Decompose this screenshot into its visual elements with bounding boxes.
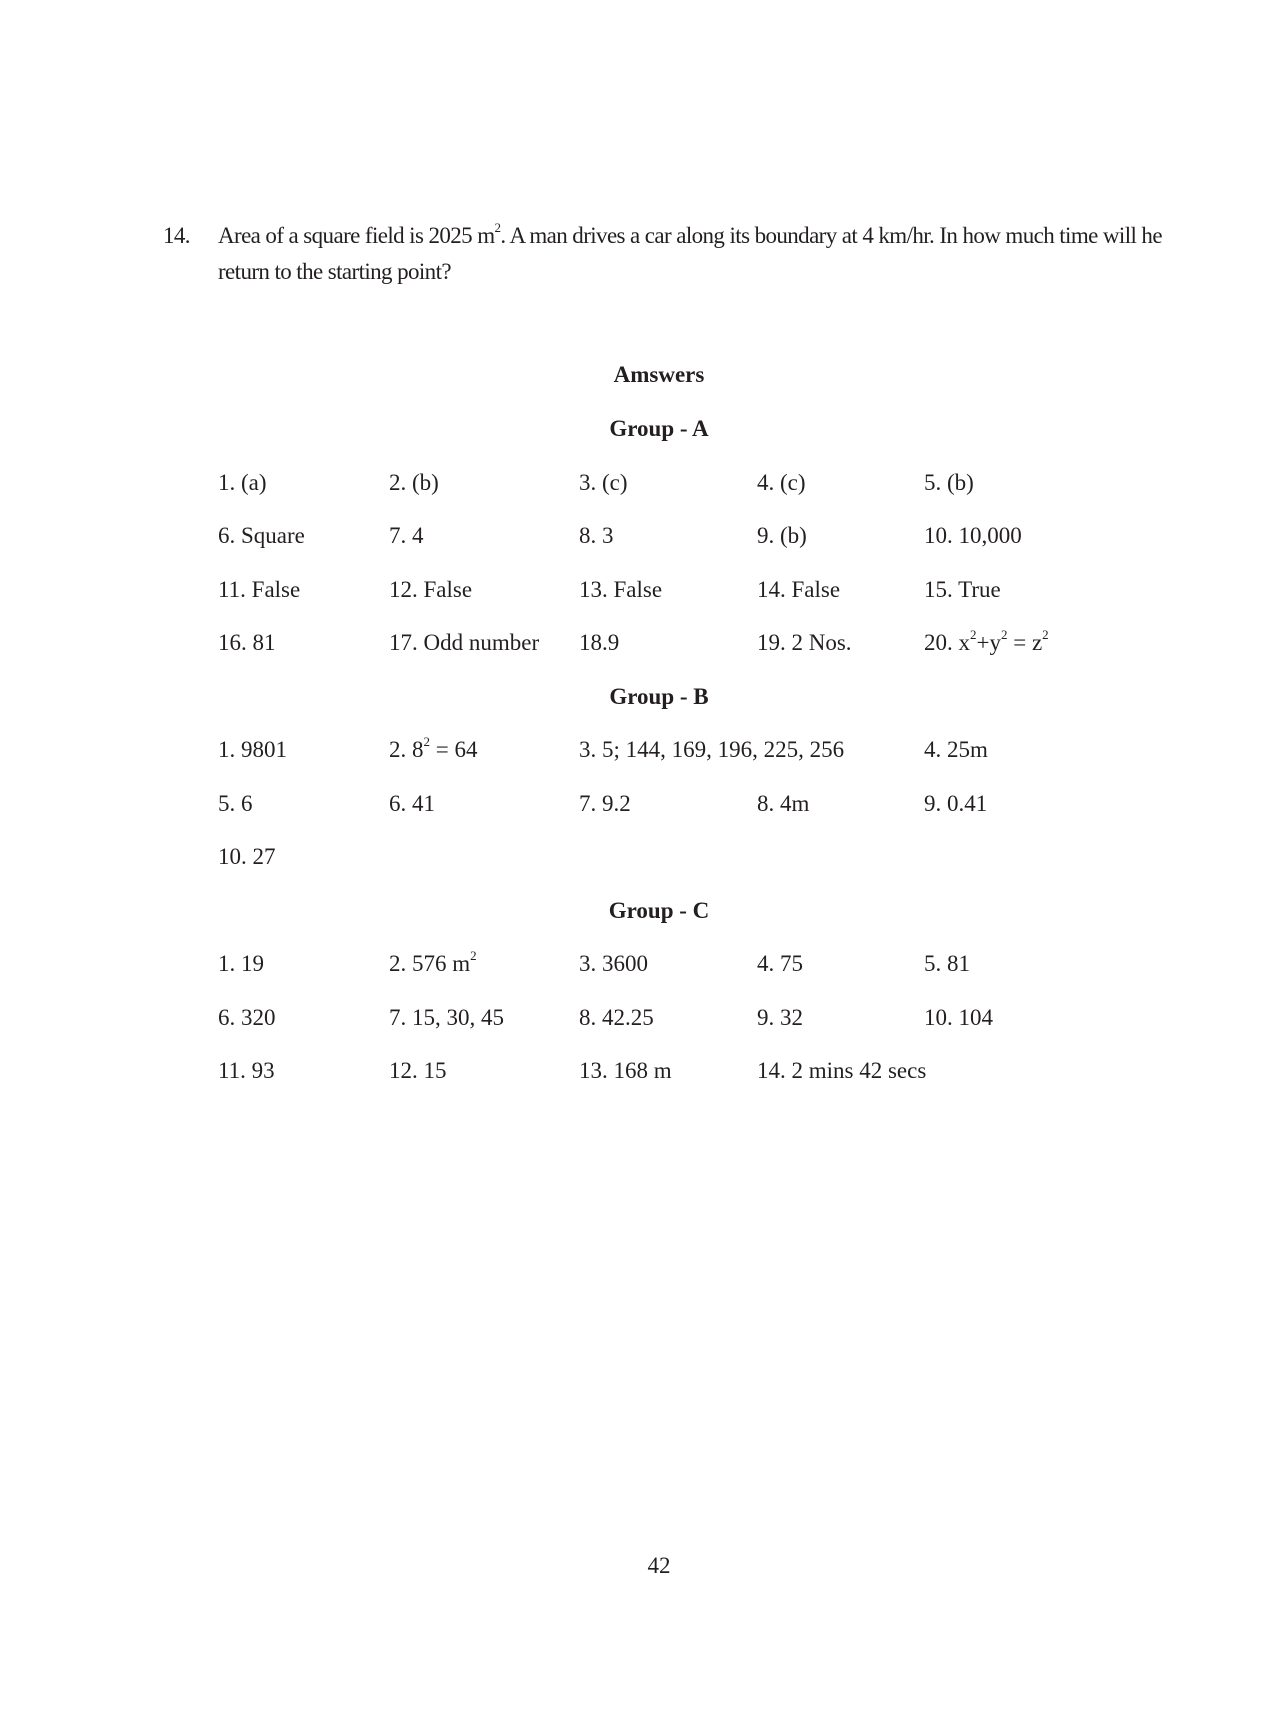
group-a-answer: 16. 81: [218, 630, 276, 655]
group-c-answer: 11. 93: [218, 1058, 275, 1083]
group-c-answer: 4. 75: [757, 951, 803, 976]
question-text-part1: Area of a square field is 2025 m: [218, 223, 495, 248]
group-b-answer: 5. 6: [218, 791, 253, 816]
group-a-answer: 10. 10,000: [924, 523, 1022, 548]
question-number: 14.: [163, 223, 190, 248]
group-b-answer: 8. 4m: [757, 791, 810, 816]
group-c-answer: 10. 104: [924, 1005, 993, 1030]
group-c-answer: 9. 32: [757, 1005, 803, 1030]
question-text-part2: . A man drives a car along its boundary at 4 km/hr. In how much time will he return to the starting point?: [218, 223, 1162, 284]
group-a-answer: 6. Square: [218, 523, 305, 548]
group-a-answer: 18.9: [579, 630, 620, 655]
question-14: [163, 218, 1173, 290]
group-a-answer: 5. (b): [924, 470, 974, 495]
group-b-answer: 4. 25m: [924, 737, 988, 762]
group-a-answer: 17. Odd number: [389, 630, 540, 655]
question-text: [218, 218, 1173, 290]
group-b-heading: Group - B: [609, 684, 709, 709]
group-a-answer-pythagoras: 20. $x^2+y^2 = z^2$: [924, 627, 1049, 655]
group-c-answer: 5. 81: [924, 951, 970, 976]
page-number: 42: [647, 1553, 671, 1578]
group-c-answer: 13. 168 m: [579, 1058, 672, 1083]
group-c-answer: 6. 320: [218, 1005, 276, 1030]
group-a-answer: 3. (c): [579, 470, 628, 495]
group-a-answer: 7. 4: [389, 523, 424, 548]
group-b-answer: 9. 0.41: [924, 791, 988, 816]
squared-superscript: 2: [494, 220, 501, 236]
group-c-answer: 8. 42.25: [579, 1005, 654, 1030]
group-a-answer: 19. 2 Nos.: [757, 630, 852, 655]
group-b-answer: 6. 41: [389, 791, 435, 816]
group-c-answer: 7. 15, 30, 45: [389, 1005, 504, 1030]
group-c-heading: Group - C: [608, 898, 710, 923]
group-a-answer: 14. False: [757, 577, 841, 602]
group-a-answer: 2. (b): [389, 470, 439, 495]
group-a-answer: 8. 3: [579, 523, 614, 548]
group-c-answer: 3. 3600: [579, 951, 648, 976]
group-a-answer: 9. (b): [757, 523, 807, 548]
group-b-answer: 7. 9.2: [579, 791, 631, 816]
group-b-answer: 10. 27: [218, 844, 276, 869]
group-a-answer: 1. (a): [218, 470, 267, 495]
group-a-heading: Group - A: [609, 416, 709, 441]
group-c-answer-area: 2. 576 $m^2$: [389, 948, 477, 976]
group-a-answer: 15. True: [924, 577, 1001, 602]
group-a-answer: 4. (c): [757, 470, 806, 495]
group-c-answer: 12. 15: [389, 1058, 447, 1083]
group-c-answer: 14. 2 mins 42 secs: [757, 1058, 927, 1083]
group-b-answer-square: 2. $8^2 = 64$: [389, 734, 478, 762]
group-a-answer: 12. False: [389, 577, 473, 602]
group-b-answer: 1. 9801: [218, 737, 287, 762]
group-a-answer: 11. False: [218, 577, 301, 602]
group-b-answer: 3. 5; 144, 169, 196, 225, 256: [579, 737, 845, 762]
group-c-answer: 1. 19: [218, 951, 264, 976]
group-a-answer: 13. False: [579, 577, 663, 602]
answers-heading: Amswers: [613, 362, 705, 387]
